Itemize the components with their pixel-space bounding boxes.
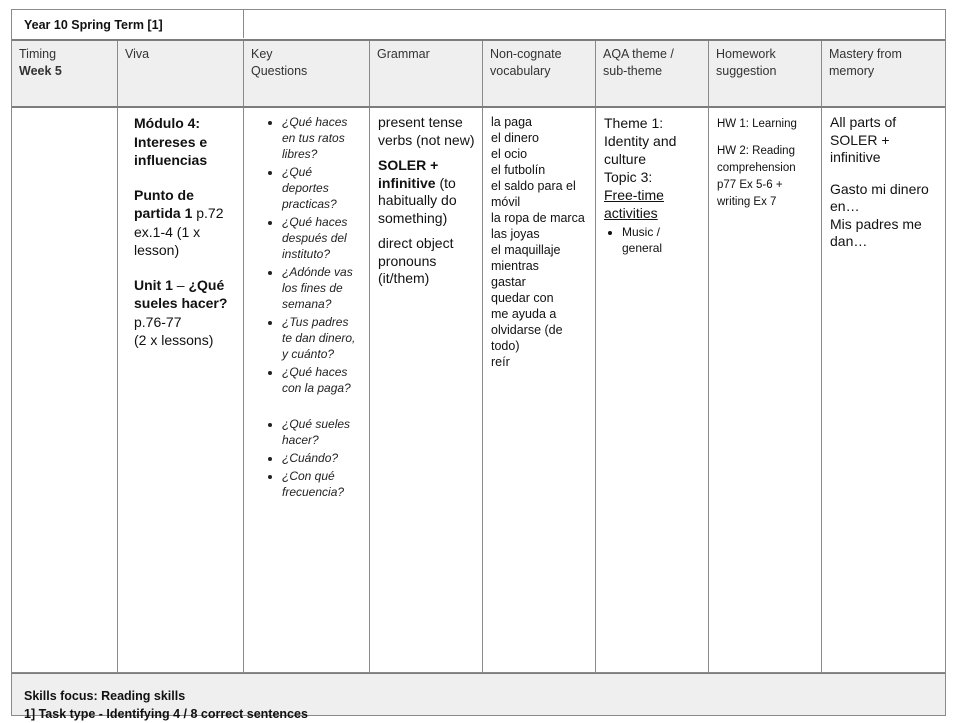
grammar-soler [378, 157, 476, 227]
list-item: reír [491, 355, 510, 369]
list-item: • ¿Qué haces con la paga? [282, 364, 361, 396]
title-cell [12, 10, 244, 38]
list-item: la ropa de marca [491, 211, 585, 225]
header-viva-label: Viva [125, 47, 150, 61]
header-key-questions-label: Key Questions [251, 47, 308, 78]
key-questions-cell [244, 108, 370, 672]
header-timing [12, 41, 118, 106]
mastery-padres: Mis padres me dan… [830, 215, 922, 249]
grammar-soler-bold: SOLER + infinitive [378, 157, 439, 191]
unit-pages: p.76-77 [134, 313, 182, 330]
table-title: Year 10 Spring Term [1] [24, 18, 163, 32]
grammar-pronouns: direct object pronouns (it/them) [378, 235, 454, 286]
grammar-soler-rest: (to habitually do something) [378, 174, 457, 226]
viva-cell [118, 108, 244, 672]
header-mastery-label: Mastery from memory [829, 47, 902, 78]
list-item: mientras [491, 259, 539, 273]
list-item: • ¿Qué sueles hacer? [282, 416, 361, 448]
list-item: • ¿Adónde vas los fines de semana? [282, 264, 361, 312]
list-item: el futbolín [491, 163, 546, 177]
header-week: Week 5 [19, 64, 62, 78]
aqa-topic: Topic 3: [604, 169, 653, 185]
mastery-cell [822, 108, 945, 672]
list-item: el maquillaje [491, 243, 561, 257]
header-grammar [370, 41, 483, 106]
task-type: 1] Task type - Identifying 4 / 8 correct sentences [24, 707, 308, 721]
list-item: el ocio [491, 147, 528, 161]
content-row [12, 108, 945, 673]
aqa-subtheme-list [604, 224, 702, 256]
homework-cell [709, 108, 822, 672]
unit-1 [134, 276, 237, 313]
key-questions-list [264, 114, 361, 500]
list-item: • ¿Tus padres te dan dinero, y cuánto? [282, 314, 361, 362]
footer-row [12, 673, 945, 721]
list-item: el saldo para el móvil [491, 179, 576, 209]
list-item: • ¿Cuándo? [282, 450, 361, 466]
module-title: Módulo 4: Intereses e influencias [134, 115, 208, 168]
vocab-cell [483, 108, 596, 672]
header-homework [709, 41, 822, 106]
title-empty-cell [244, 10, 945, 38]
header-timing-label: Timing [19, 47, 57, 61]
aqa-cell [596, 108, 709, 672]
list-item: • ¿Qué haces después del instituto? [282, 214, 361, 262]
timing-cell [12, 108, 118, 672]
unit-bold: Unit 1 [134, 276, 173, 293]
punto-rest: p.72 ex.1-4 (1 x lesson) [134, 205, 224, 258]
aqa-topic-title: Free-time activities [604, 187, 664, 221]
punto-bold: Punto de partida 1 [134, 186, 194, 221]
header-aqa [596, 41, 709, 106]
list-item: me ayuda a olvidarse (de todo) [491, 307, 563, 353]
homework-1: HW 1: Learning [717, 118, 797, 130]
list-item: • ¿Con qué frecuencia? [282, 468, 361, 500]
list-item: • ¿Qué haces en tus ratos libres? [282, 114, 361, 162]
header-mastery [822, 41, 945, 106]
list-item: las joyas [491, 227, 540, 241]
header-aqa-label: AQA theme / sub-theme [603, 47, 674, 78]
list-item: • ¿Qué deportes practicas? [282, 164, 361, 212]
punto-de-partida [134, 186, 237, 260]
header-homework-label: Homework suggestion [716, 47, 777, 78]
list-item: quedar con [491, 291, 554, 305]
list-item: el dinero [491, 131, 539, 145]
grammar-present-tense: present tense verbs (not new) [378, 114, 475, 148]
unit-lessons: (2 x lessons) [134, 332, 214, 348]
list-item: la paga [491, 115, 533, 129]
header-row [12, 39, 945, 108]
homework-2: HW 2: Reading comprehension p77 Ex 5-6 + writing Ex 7 [717, 145, 796, 208]
header-key-questions [244, 41, 370, 106]
grammar-cell [370, 108, 483, 672]
skills-focus: Skills focus: Reading skills [24, 689, 186, 703]
header-vocab [483, 41, 596, 106]
aqa-theme: Theme 1: Identity and culture [604, 115, 677, 167]
unit-question: ¿Qué sueles hacer? [134, 276, 228, 311]
title-row [12, 10, 945, 40]
mastery-gasto: Gasto mi dinero en… [830, 180, 929, 214]
list-item: • Music / general [622, 224, 702, 256]
lesson-plan-table [11, 9, 946, 721]
header-viva [118, 41, 244, 106]
list-item: gastar [491, 275, 526, 289]
unit-dash: – [172, 276, 189, 293]
header-vocab-label: Non-cognate vocabulary [490, 47, 562, 78]
mastery-soler: All parts of SOLER + infinitive [830, 114, 897, 165]
header-grammar-label: Grammar [377, 47, 430, 61]
